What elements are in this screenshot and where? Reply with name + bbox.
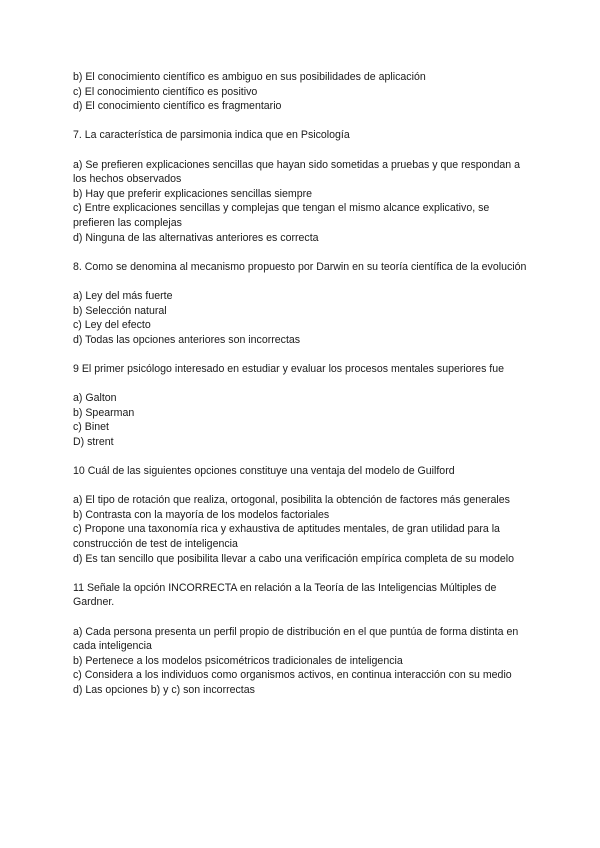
option-6c: c) El conocimiento científico es positivo [73,85,258,98]
option-9a: a) Galton [73,392,117,405]
question-11-text: 11 Señale la opción INCORRECTA en relación a la Teoría de las Inteligencias Múltiples de Gardner. [73,581,497,609]
option-10d: d) Es tan sencillo que posibilita llevar a cabo una verificación empírica completa de su modelo [73,552,515,565]
question-9 [73,362,533,450]
question-7-text: 7. La característica de parsimonia indica que en Psicología [73,129,350,142]
question-8-text: 8. Como se denomina al mecanismo propuesto por Darwin en su teoría científica de la evolución [73,260,527,273]
option-10c: c) Propone una taxonomía rica y exhaustiva de aptitudes mentales, de gran utilidad para la construcción de test de inteligencia [73,523,500,550]
question-10-text: 10 Cuál de las siguientes opciones constituye una ventaja del modelo de Guilford [73,465,455,478]
option-9b: b) Spearman [73,406,135,419]
question-8 [73,260,533,348]
option-6b: b) El conocimiento científico es ambiguo en sus posibilidades de aplicación [73,71,426,83]
option-7c: c) Entre explicaciones sencillas y complejas que tengan el mismo alcance explicativo, se prefieren las complejas [73,202,490,229]
option-10a: a) El tipo de rotación que realiza, ortogonal, posibilita la obtención de factores más generales [73,494,510,507]
option-9d: D) strent [73,435,114,448]
option-11d: d) Las opciones b) y c) son incorrectas [73,683,255,696]
option-11c: c) Considera a los individuos como organismos activos, en continua interacción con su medio [73,669,512,682]
option-7b: b) Hay que preferir explicaciones sencillas siempre [73,187,313,200]
question-7 [73,128,533,245]
option-10b: b) Contrasta con la mayoría de los modelos factoriales [73,508,330,521]
option-8b: b) Selección natural [73,304,167,317]
option-6d: d) El conocimiento científico es fragmentario [73,100,282,113]
option-7d: d) Ninguna de las alternativas anteriores es correcta [73,231,319,244]
question-6-remaining-options [73,70,533,114]
option-8d: d) Todas las opciones anteriores son incorrectas [73,333,301,346]
question-11 [73,581,533,698]
question-9-text: 9 El primer psicólogo interesado en estudiar y evaluar los procesos mentales superiores fue [73,362,505,375]
option-11a: a) Cada persona presenta un perfil propio de distribución en el que puntúa de forma distinta en cada inteligencia [73,625,519,653]
option-7a: a) Se prefieren explicaciones sencillas que hayan sido sometidas a pruebas y que respondan a los hechos observados [73,158,520,186]
question-10 [73,464,533,566]
option-8c: c) Ley del efecto [73,319,151,332]
option-11b: b) Pertenece a los modelos psicométricos tradicionales de inteligencia [73,654,403,667]
option-8a: a) Ley del más fuerte [73,289,173,302]
document-page [73,70,533,698]
option-9c: c) Binet [73,421,109,434]
